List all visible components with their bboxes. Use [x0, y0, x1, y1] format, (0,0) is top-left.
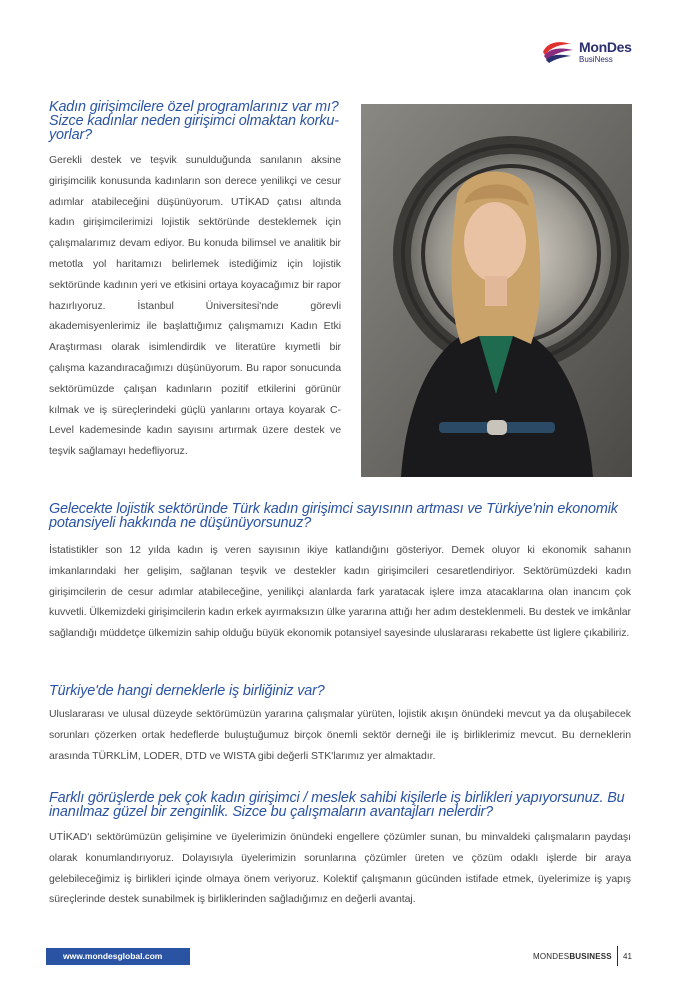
footer-website-link[interactable]: www.mondesglobal.com [46, 948, 190, 965]
question-heading: Farklı görüşlerde pek çok kadın girişimci / meslek sahibi kişilerle iş birlikleri yapıyorsunuz. Bu inanılmaz güzel bir zenginlik. Sizce bu çalışmaların avantajları nelerdir? [49, 790, 625, 820]
footer-brand-bold: BUSINESS [569, 952, 612, 961]
footer-brand [533, 951, 612, 962]
mondes-business-logo [541, 36, 651, 70]
footer-divider [617, 946, 618, 966]
answer-paragraph: İstatistikler son 12 yılda kadın iş veren sayısının ikiye katlandığını gösteriyor. Demek oluyor ki ekonomik sahanın imkanlarındaki her gelişim, sağlanan teşvik ve destekler kadın girişimcileri cesaretlendiriyor. Sektörümüzdeki kadın girişimcilerin de cesur adımlar atabileceğine, yenilikçi alanlarda fark yaratacak işlere imza atacaklarına olan inancım çok kuvvetli. Ülkemizdeki girişimcilerin kadın erkek ayırmaksızın ülke yararına attığı her adım desteklenmeli. Bu destek ve imkânlar sağlandığı müddetçe ülkemizin sahip olduğu büyük ekonomik potansiyel sayesinde uluslararası rekabette üst liglere çıkabiliriz. [49, 544, 631, 640]
question-heading: Türkiye'de hangi derneklerle iş birliğiniz var? [49, 683, 325, 699]
interviewee-photo [361, 104, 632, 477]
answer-paragraph: Uluslararası ve ulusal düzeyde sektörümüzün yararına çalışmalar yürüten, lojistik akışın önündeki mevcut ya da oluşabilecek sorunları çözerken ortak hedeflerde buluştuğumuz birçok önemli sektör derneği ile iş birliklerimiz mevcut. Bu derneklerin arasında TÜRKLİM, LODER, DTD ve WISTA gibi değerli STK'larımız yer almaktadır. [49, 708, 631, 762]
logo-brand: MonDes [579, 39, 632, 55]
answer-paragraph: UTİKAD'ı sektörümüzün gelişimine ve üyelerimizin önündeki engellere çözümler sunan, bu minvaldeki çalışmaların paydaşı olarak konumlandırıyoruz. Dolayısıyla üyelerimizin sorunlarına çözümler üreten ve çözüm odaklı işlerde bir araya gelebileceğimiz iş birlikleri içinde olmaya önem veriyoruz. Kolektif çalışmanın gücünden istifade etmek, üyelerimize iş yapış süreçlerinde destek sunabilmek iş birliklerinden sağladığımız en değerli avantaj. [49, 831, 631, 906]
logo-subtitle: BusiNess [579, 55, 613, 64]
footer-brand-light: MONDES [533, 952, 570, 961]
page-number: 41 [623, 952, 632, 961]
question-heading: Kadın girişimcilere özel programlarınız var mı? Sizce kadınlar neden girişimci olmaktan korku-yorlar? [49, 99, 339, 143]
question-heading: Gelecekte lojistik sektöründe Türk kadın girişimci sayısının artması ve Türkiye'nin ekonomik potansiyeli hakkında ne düşünüyorsunuz? [49, 501, 618, 531]
answer-paragraph: Gerekli destek ve teşvik sunulduğunda sanılanın aksine girişimcilik konusunda kadınların son derece yenilikçi ve cesur adımlar atabileceğini düşünüyorum. UTİKAD çatısı altında kadın girişimcilerimizi lojistik sektöründe desteklemek için çalışmalarımız devam ediyor. Bu konuda bilimsel ve analitik bir metotla yol haritamızı belirlemek istediğimiz için lojistik sektöründe kadının yeri ve etkisini ortaya koyacağımız bir rapor hazırlıyoruz. İstanbul Üniversitesi'nde görevli akademisyenlerimiz ile başlattığımız çalışmamızı Kadın Etki Araştırması olarak isimlendirdik ve literatüre kıymetli bir çalışma kazandıracağımızı düşünüyorum. Bu rapor sonucunda sektörümüzde çalışan kadınların pozitif etkilerini görünür kılmak ve iş süreçlerindeki güçlü yanlarını ortaya koyarak C-Level kademesinde kadın sayısını artırmak üzere destek ve teşvik sağlamayı hedefliyoruz. [49, 154, 341, 458]
logo-mark-icon [541, 38, 575, 64]
